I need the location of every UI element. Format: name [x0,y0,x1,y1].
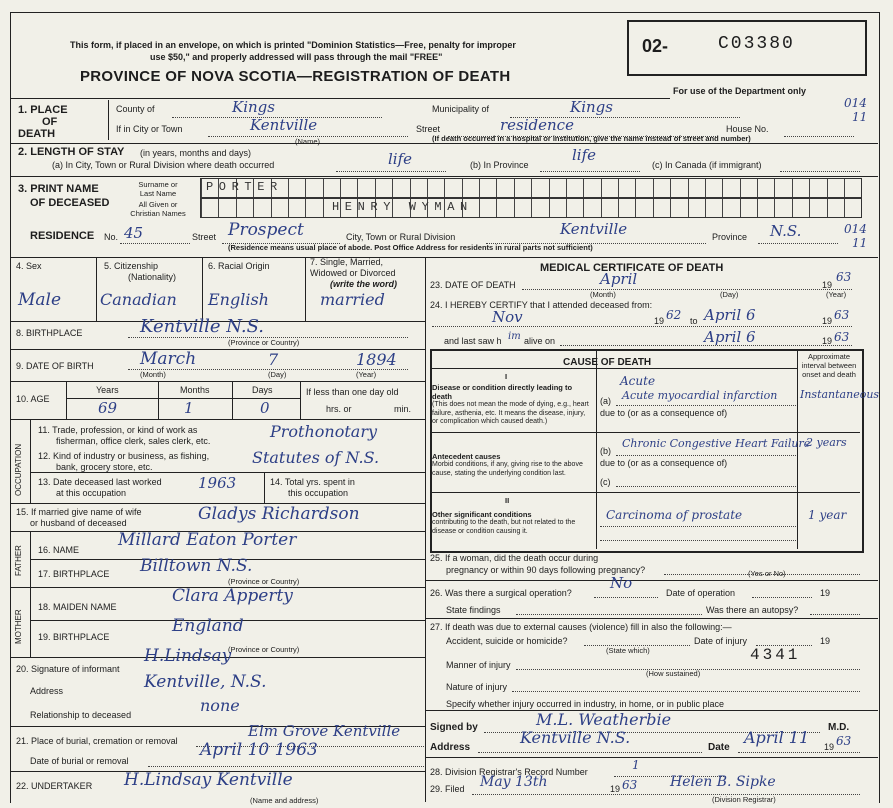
last-saw-yr-prefix: 19 [822,336,833,346]
underline [600,540,796,541]
racial-label: 6. Racial Origin [208,261,270,271]
attended-yr-prefix-2: 19 [822,316,833,326]
due-to-2: due to (or as a consequence of) [600,458,728,468]
min-label: min. [394,404,412,414]
surname-label-2: Last Name [139,189,177,198]
father-name: Millard Eaton Porter [118,530,297,550]
undertaker-label: 22. UNDERTAKER [16,781,93,791]
column-divider [425,257,426,802]
under-day-label: If less than one day old [306,387,399,397]
rule [96,257,97,321]
dept-code-4: 11 [852,236,868,250]
record-label: 28. Division Registrar's Record Number [430,767,588,777]
cause-b: Chronic Congestive Heart Failure [622,437,811,450]
sig-address-label: Address [430,742,471,753]
last-worked-label [38,477,162,499]
reg-prefix: 02- [642,36,669,56]
underline [432,326,852,327]
marital-hint: (write the word) [330,279,397,289]
trade-label [38,425,210,447]
place-num: 1. [18,104,28,116]
spouse-label-1: 15. If married give name of wife [16,507,142,517]
age-days: 0 [260,399,270,417]
residence-city: Kentville [560,220,628,238]
alive-on-label: alive on [524,336,556,346]
industry-value: Statutes of N.S. [252,448,380,467]
sig-yr-prefix: 19 [824,742,835,752]
house-label: House No. [726,124,769,134]
total-years-label [270,477,355,499]
mother-side-label: MOTHER [14,609,23,644]
mother-birthplace: England [172,616,244,636]
underline [478,752,702,753]
mother-birthplace-label: 19. BIRTHPLACE [38,632,110,642]
q27: 27. If death was due to external causes (violence) fill in also the following:— [430,622,732,632]
spouse-value: Gladys Richardson [198,504,360,524]
how-hint: (How sustained) [646,669,701,678]
record-value: 1 [632,758,640,772]
stay-a-label: (a) In City, Town or Rural Division where death occurred [52,160,275,170]
rule [432,368,798,369]
op-yr-prefix: 19 [820,588,831,598]
city-value: Kentville [250,116,318,134]
underline [616,486,796,487]
underline [784,136,854,137]
trade-label-1: 11. Trade, profession, or kind of work as [38,425,198,435]
cause-title: CAUSE OF DEATH [563,357,652,368]
dob-year: 1894 [356,350,397,369]
dept-note: For use of the Department only [673,86,807,96]
death-day-hint: (Day) [720,290,739,299]
undertaker-value: H.Lindsay Kentville [124,770,293,790]
surname-label-1: Surname or [138,180,178,189]
antecedent-label: Antecedent causes [432,452,501,461]
date-of-death-label: 23. DATE OF DEATH [430,280,516,290]
attended-from-year: 62 [666,308,682,322]
residence-note: (Residence means usual place of abode. Post Office Address for residents in rural parts not sufficient) [228,243,593,252]
q26-value: No [610,574,633,592]
county-value: Kings [232,98,275,116]
injury-yr-prefix: 19 [820,636,831,646]
spouse-label [16,507,142,529]
signed-value: M.L. Weatherbie [536,710,672,729]
given-value: HENRY WYMAN [332,200,473,214]
citizenship-value: Canadian [100,290,177,309]
registrar-hint: (Division Registrar) [712,795,776,804]
registrar-signature: Helen B. Sipke [670,774,776,790]
death-year-hint: (Year) [826,290,847,299]
due-to-1: due to (or as a consequence of) [600,408,728,418]
state-which-hint: (State which) [606,646,650,655]
sex-value: Male [18,290,62,310]
industry-label-2: bank, grocery store, etc. [56,462,153,472]
last-saw-label: and last saw h [444,336,502,346]
underline [600,526,796,527]
sig-date-label: Date [708,742,730,753]
sig-date: April 11 [744,728,810,747]
part-two-label: II [505,496,510,505]
rule [10,419,425,420]
stay-b-label: (b) In Province [470,160,529,170]
filed-value: May 13th [480,774,548,790]
occupation-side-label: OCCUPATION [14,443,23,496]
dob-month: March [140,349,197,369]
underline [752,597,812,598]
age-years: 69 [98,399,118,417]
last-saw-him: im [508,331,521,342]
dob-label: 9. DATE OF BIRTH [16,361,94,371]
total-years-label-2: this occupation [288,488,349,498]
antecedent-note: Morbid conditions, if any, giving rise to the above cause, stating the underlying condition last. [432,461,583,477]
last-worked-value: 1963 [198,474,237,492]
op-date-label: Date of operation [666,588,736,598]
rule [300,381,301,419]
rule [425,618,878,619]
relationship-label: Relationship to deceased [30,710,132,720]
residence-label: RESIDENCE [30,230,95,242]
medical-title: MEDICAL CERTIFICATE OF DEATH [540,262,724,274]
rule [305,257,306,321]
death-month-hint: (Month) [590,290,616,299]
injury-date-label: Date of injury [694,636,748,646]
given-label-1: All Given or [138,200,178,209]
attended-to: April 6 [704,306,756,324]
mother-birthplace-hint: (Province or Country) [228,645,300,654]
underline [120,243,190,244]
signed-label: Signed by [430,722,478,733]
undertaker-hint: (Name and address) [250,796,319,805]
attended-to-year: 63 [834,308,850,322]
attended-from: Nov [492,308,523,326]
total-years-label-1: 14. Total yrs. spent in [270,477,355,487]
deceased-name-label [18,182,109,210]
father-birthplace-label: 17. BIRTHPLACE [38,569,110,579]
underline [758,243,838,244]
residence-city-label: City, Town or Rural Division [346,232,456,242]
cause-b-interval: 2 years [806,436,847,449]
cause-a-line1: Acute [620,374,656,388]
underline [780,171,860,172]
rule [108,100,109,140]
residence-street-label: Street [192,232,217,242]
street-value: residence [500,116,574,134]
rule [797,351,798,549]
other-interval: 1 year [808,508,847,522]
marital-label-2: Widowed or Divorced [310,268,396,278]
filed-year: 63 [622,778,638,792]
other-note: contributing to the death, but not related to the disease or condition causing it. [432,519,576,535]
rule [10,257,878,258]
q25: 25. If a woman, did the death occur during [430,553,599,563]
underline [616,405,796,406]
underline [512,691,860,692]
place-label-3: DEATH [18,128,56,140]
last-worked-label-2: at this occupation [56,488,127,498]
attended-to-label: to [690,316,698,326]
part-one-label: I [505,372,508,381]
days-label: Days [252,385,273,395]
residence-province-label: Province [712,232,748,242]
envelope-note-2: use $50," and properly addressed will pass through the mail "FREE" [150,52,443,62]
age-label: 10. AGE [16,394,50,404]
rule [30,419,31,503]
stay-b-value: life [572,146,597,164]
rule [432,432,860,433]
father-name-label: 16. NAME [38,545,80,555]
place-label [18,104,68,140]
place-label-1: PLACE [30,104,68,116]
deceased-label-1: 3. PRINT NAME [18,183,99,195]
rule [425,757,878,758]
marital-value: married [320,290,385,309]
date-of-death-year: 63 [836,270,852,284]
other-label: Other significant conditions [432,510,532,519]
years-label: Years [96,385,119,395]
manner-label: Manner of injury [446,660,511,670]
dept-code-3: 014 [844,222,867,236]
underline [472,794,860,795]
attended-yr-prefix-1: 19 [654,316,665,326]
citizenship-label: 5. Citizenship [104,261,159,271]
name-hint: (Name) [295,137,321,146]
rule [425,580,878,581]
surname-value: PORTER [206,180,283,194]
dob-day: 7 [268,350,279,369]
cause-a: Acute myocardial infarction [622,389,778,402]
interval-label: Approximate interval between onset and death [801,352,857,379]
cause-a-label: (a) [600,396,611,406]
months-label: Months [180,385,210,395]
given-label [116,200,200,218]
underline [540,171,640,172]
given-label-2: Christian Names [130,209,186,218]
rule [30,587,31,657]
rule [158,381,159,419]
burial-place-label: 21. Place of burial, cremation or removal [16,736,178,746]
specify-label: Specify whether injury occurred in industry, in home, or in public place [446,699,724,709]
birthplace-hint: (Province or Country) [228,338,300,347]
underline [616,455,796,456]
age-months: 1 [184,399,194,417]
burial-date-label: Date of burial or removal [30,756,129,766]
death-yr-prefix: 19 [822,280,833,290]
dob-day-hint: (Day) [268,370,287,379]
rule [10,176,878,177]
municipality-label: Municipality of [432,104,490,114]
residence-no-label: No. [104,232,119,242]
autopsy-label: Was there an autopsy? [706,605,799,615]
deceased-label-2: OF DECEASED [30,197,110,209]
surname-label [120,180,196,198]
informant-signature: H.Lindsay [144,646,232,666]
burial-date: April 10 1963 [200,740,318,760]
trade-value: Prothonotary [270,422,378,441]
rule [264,472,265,503]
underline [148,766,424,767]
residence-province: N.S. [770,222,802,240]
sex-label: 4. Sex [16,261,42,271]
envelope-note-1: This form, if placed in an envelope, on which is printed "Dominion Statistics—Free, penalty for improper [70,40,516,50]
form-title: PROVINCE OF NOVA SCOTIA—REGISTRATION OF DEATH [80,68,511,85]
last-worked-label-1: 13. Date deceased last worked [38,477,162,487]
informant-sig-label: 20. Signature of informant [16,664,120,674]
relationship-value: none [200,696,240,715]
underline [738,752,860,753]
trade-label-2: fisherman, office clerk, sales clerk, etc. [56,436,211,446]
industry-label-1: 12. Kind of industry or business, as fishing, [38,451,210,461]
dept-code-1: 014 [844,96,867,110]
q26: 26. Was there a surgical operation? [430,588,572,598]
birthplace-value: Kentville N.S. [140,316,264,337]
municipality-value: Kings [570,98,613,116]
dob-month-hint: (Month) [140,370,166,379]
father-side-label: FATHER [14,545,23,576]
informant-address-label: Address [30,686,64,696]
rule [30,472,425,473]
dob-year-hint: (Year) [356,370,377,379]
underline [522,289,852,290]
residence-street: Prospect [228,220,304,240]
stay-c-label: (c) In Canada (if immigrant) [652,160,762,170]
underline [810,614,860,615]
nature-label: Nature of injury [446,682,508,692]
underline [516,614,702,615]
underline [336,171,446,172]
filed-label: 29. Filed [430,784,465,794]
certify-label: 24. I HEREBY CERTIFY that I attended deceased from: [430,300,653,310]
accident-label: Accident, suicide or homicide? [446,636,568,646]
city-label: If in City or Town [116,124,183,134]
sig-address: Kentville N.S. [520,728,631,747]
yes-no-hint: (Yes or No) [748,569,786,578]
disease-note: (This does not mean the mode of dying, e.g., heart failure, asthenia, etc. It means the disease, injury, or complication which caused death.) [432,401,589,425]
father-birthplace-hint: (Province or Country) [228,577,300,586]
given-grid [200,198,862,218]
cause-c-label: (c) [600,477,611,487]
marital-label [310,257,397,290]
stay-label: 2. LENGTH OF STAY [18,146,125,158]
other-cause: Carcinoma of prostate [606,508,743,522]
rule [432,492,860,493]
stay-hint: (in years, months and days) [140,148,252,158]
hospital-note: (If death occurred in a hospital or institution, give the name instead of street and number) [432,134,751,143]
rule [596,351,597,549]
mother-maiden-label: 18. MAIDEN NAME [38,602,117,612]
hrs-label: hrs. or [326,404,352,414]
rule [10,381,425,382]
mother-maiden: Clara Apperty [172,586,293,606]
sig-date-year: 63 [836,734,852,748]
disease-label: Disease or condition directly leading to death [432,383,573,401]
stay-a-value: life [388,150,413,168]
rule [202,257,203,321]
burial-place: Elm Grove Kentville [248,722,401,740]
date-of-death-month: April [600,270,638,288]
code-value: 4341 [750,646,801,664]
residence-no: 45 [124,224,144,242]
father-birthplace: Billtown N.S. [140,556,253,576]
reg-number: C03380 [718,34,795,54]
underline [594,597,658,598]
industry-label [38,451,209,473]
citizenship-hint: (Nationality) [128,272,177,282]
spouse-label-2: or husband of deceased [30,518,127,528]
racial-value: English [208,290,269,309]
informant-address: Kentville, N.S. [144,672,267,692]
state-findings: State findings [446,605,501,615]
last-saw-year: 63 [834,330,850,344]
rule [10,143,878,144]
marital-label-1: 7. Single, Married, [310,257,384,267]
rule [232,381,233,419]
county-label: County of [116,104,155,114]
place-label-2: OF [42,116,58,128]
dept-code-2: 11 [852,110,868,124]
street-label: Street [416,124,441,134]
birthplace-label: 8. BIRTHPLACE [16,328,83,338]
filed-yr-prefix: 19 [610,784,621,794]
rule [66,381,67,419]
q25-b: pregnancy or within 90 days following pregnancy? [446,565,646,575]
cause-a-interval: Instantaneous [800,388,880,401]
last-saw-date: April 6 [704,328,756,346]
cause-b-label: (b) [600,446,611,456]
surname-grid [200,178,862,198]
md-label: M.D. [828,722,850,733]
